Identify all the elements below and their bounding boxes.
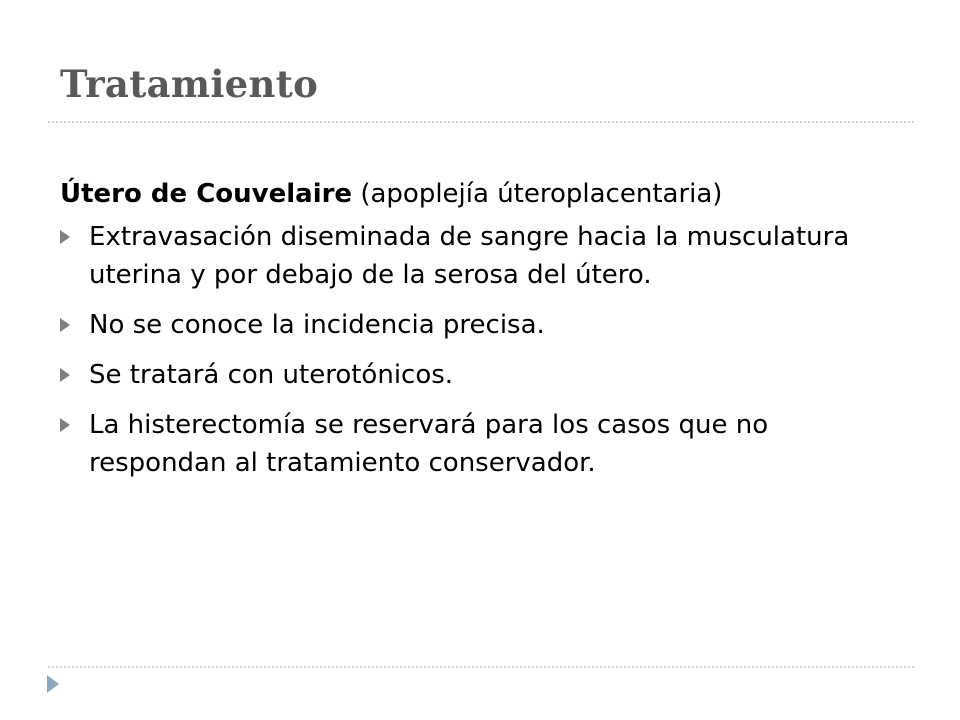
triangle-right-icon xyxy=(60,368,70,382)
triangle-right-icon xyxy=(60,418,70,432)
subheading xyxy=(60,172,910,216)
title-divider xyxy=(48,121,914,123)
bullet-text: Se tratará con uterotónicos. xyxy=(89,360,454,390)
bullet-list xyxy=(60,218,910,482)
slide-body xyxy=(60,172,910,494)
triangle-right-icon xyxy=(60,318,70,332)
slide-title: Tratamiento xyxy=(60,62,319,106)
bullet-item xyxy=(60,406,910,482)
footer-divider xyxy=(48,666,914,668)
bullet-text: No se conoce la incidencia precisa. xyxy=(89,310,545,340)
bullet-text: La histerectomía se reservará para los casos que no respondan al tratamiento conservador. xyxy=(89,410,769,478)
bullet-text: Extravasación diseminada de sangre hacia la musculatura uterina y por debajo de la serosa del útero. xyxy=(89,222,850,290)
bullet-item xyxy=(60,218,910,294)
subheading-rest: (apoplejía úteroplacentaria) xyxy=(360,179,723,209)
bullet-item xyxy=(60,306,910,344)
bullet-item xyxy=(60,356,910,394)
triangle-right-icon xyxy=(47,675,59,693)
subheading-bold: Útero de Couvelaire xyxy=(60,179,353,209)
triangle-right-icon xyxy=(60,230,70,244)
